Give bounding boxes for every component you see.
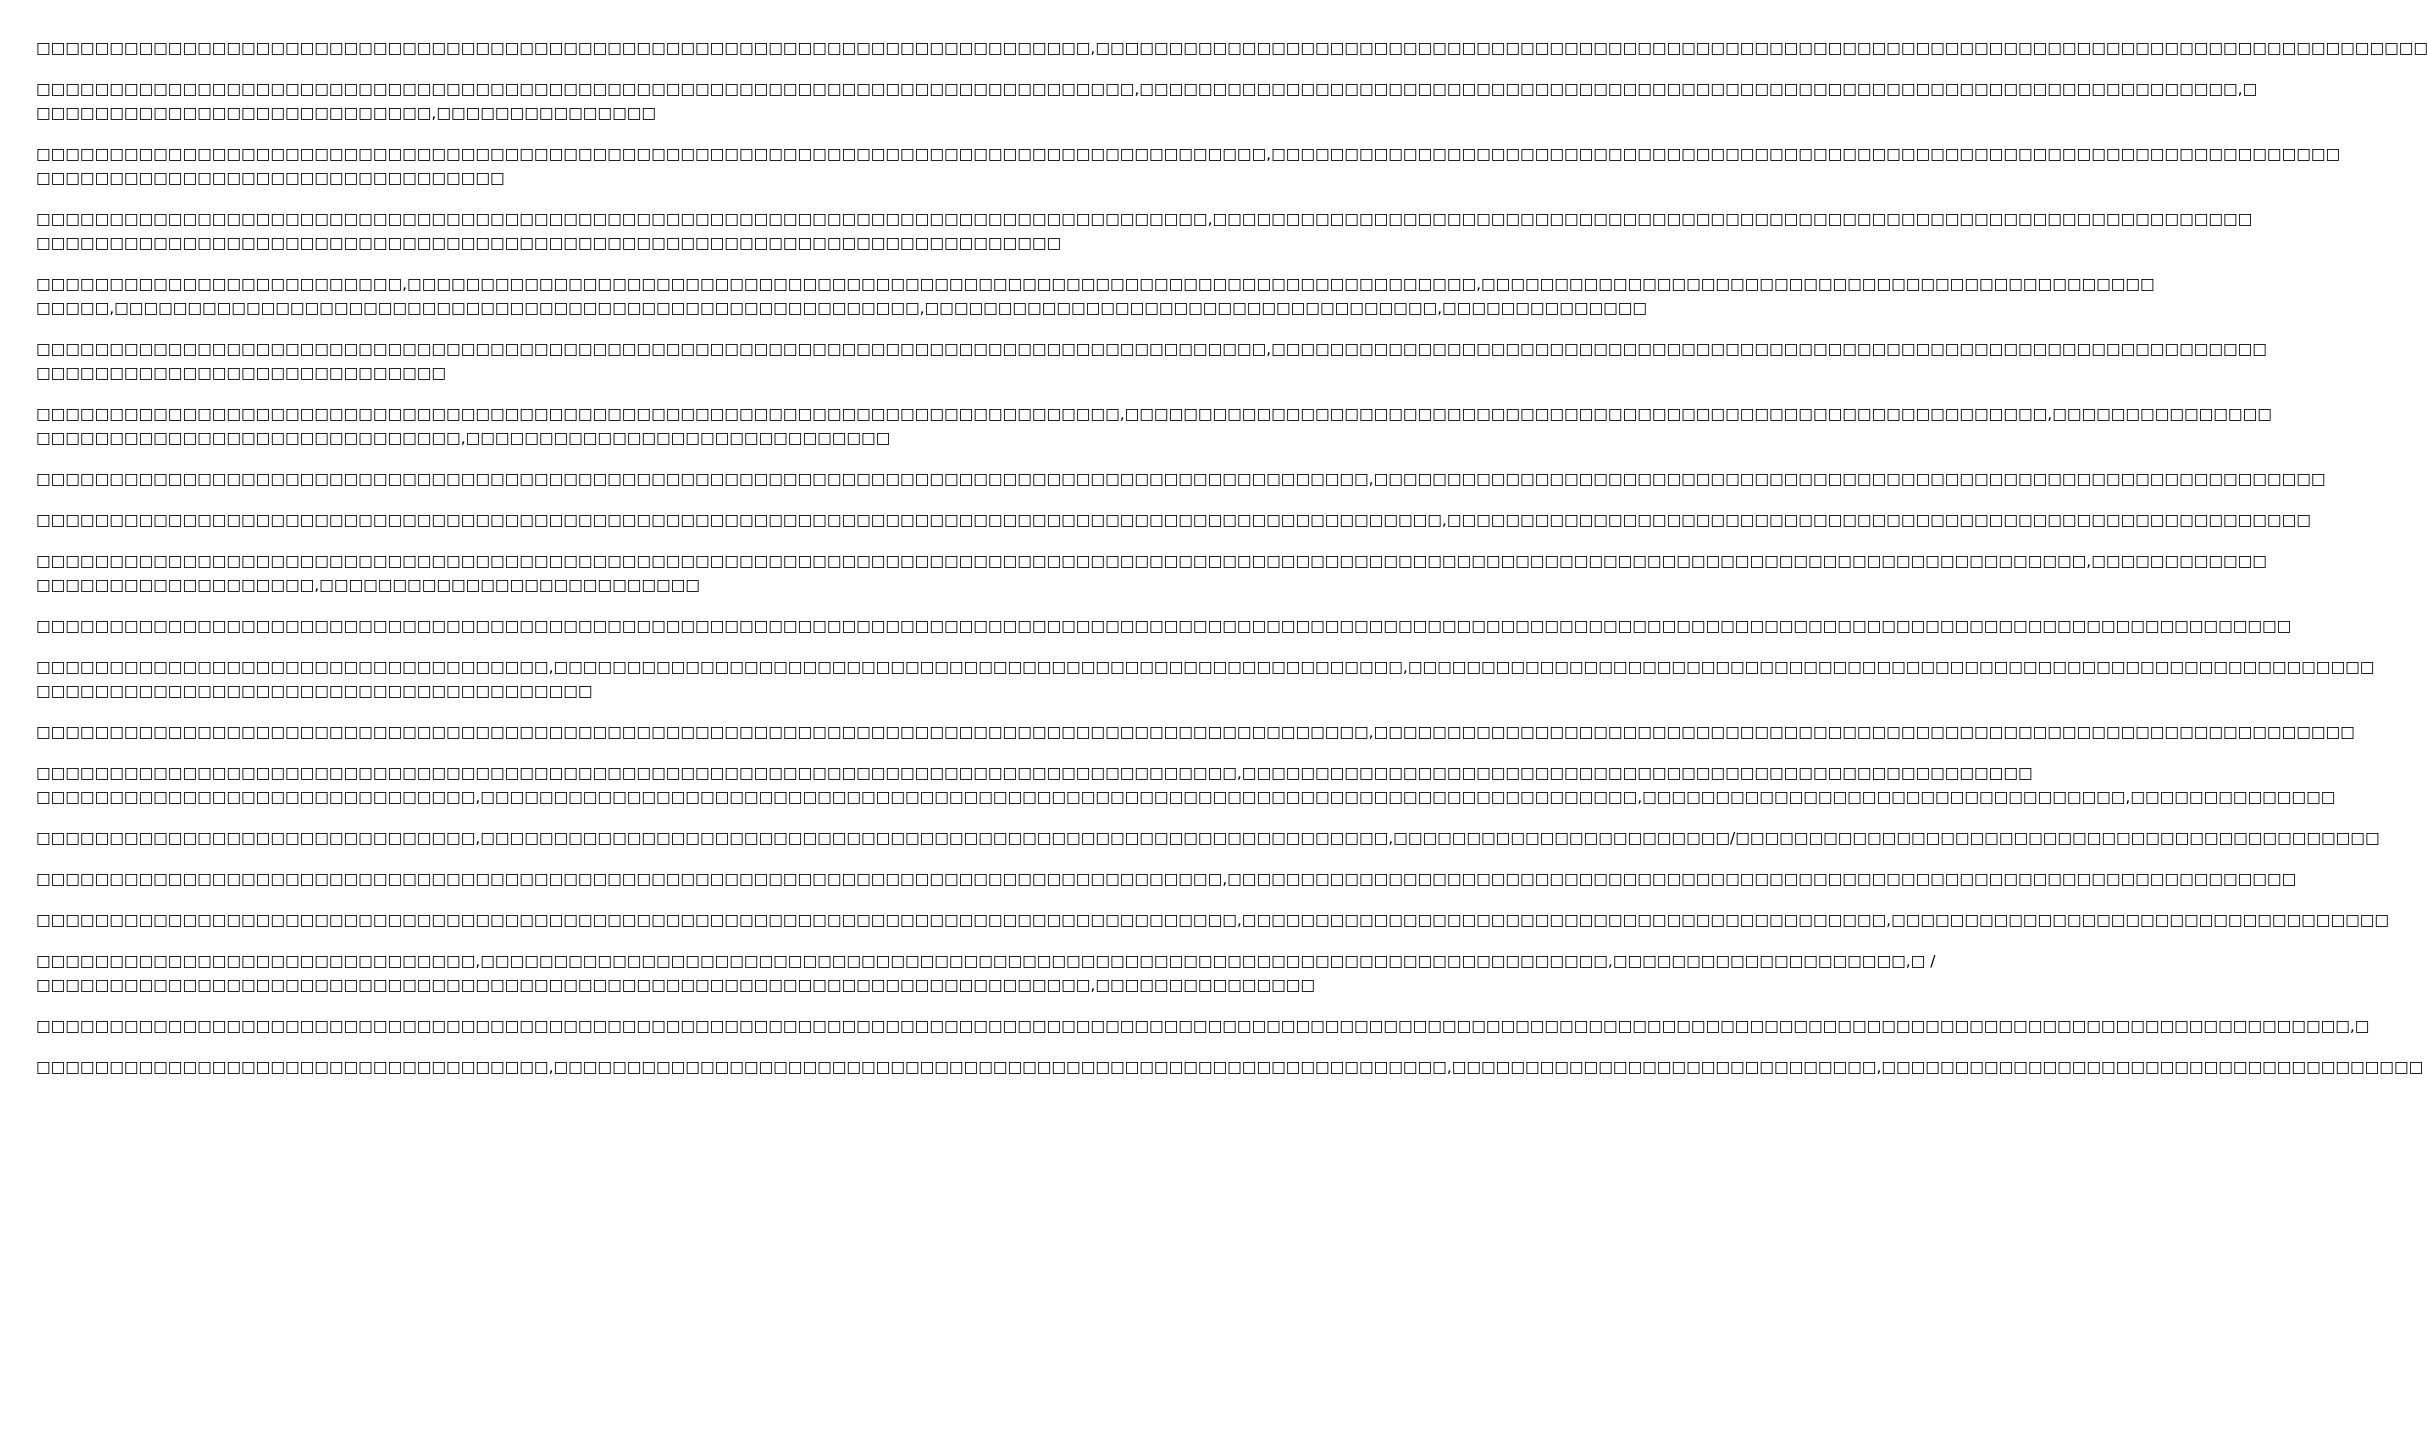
paragraph-18: □□□□□□□□□□□□□□□□□□□□□□□□□□□□□□,□□□□□□□□□□□□□□□□□□□□□□□□□□□□□□□□□□□□□□□□□□□□□□□□□□□□□□□□□□□□□□□□□□□□□□□□□□□□□,□□□□□□□□□□□□□□□□□□□□,□ / □□□□□□□□□□□□□□□□□□□□□□□□□□□□□□□□□□□□□□□□□□□□□□□□□□□□□□□□□□□□□□□□□□□□□□□□,□□□□□□□□□□□□□□□ (36, 952, 1936, 994)
paragraph-13: □□□□□□□□□□□□□□□□□□□□□□□□□□□□□□□□□□□□□□□□□□□□□□□□□□□□□□□□□□□□□□□□□□□□□□□□□□□□□□□□□□□□□□□□□□□,□□□□□□□□□□□□□□□□□□□□□□□□□□□□□□□□□□□□□□□□□□□□□□□□□□□□□□□□□□□□□□□□□□□ (36, 723, 2355, 741)
paragraph-3: □□□□□□□□□□□□□□□□□□□□□□□□□□□□□□□□□□□□□□□□□□□□□□□□□□□□□□□□□□□□□□□□□□□□□□□□□□□□□□□□□□□□,□□□□□□□□□□□□□□□□□□□□□□□□□□□□□□□□□□□□□□□□□□□□□□□□□□□□□□□□□□□□□□□□□□□□□□□□□ □□□□□□□□□□□□□□□□□□□□□□□□□□□□□□□□ (36, 145, 2341, 187)
paragraph-4: □□□□□□□□□□□□□□□□□□□□□□□□□□□□□□□□□□□□□□□□□□□□□□□□□□□□□□□□□□□□□□□□□□□□□□□□□□□□□□□□,□□□□□□□□□□□□□□□□□□□□□□□□□□□□□□□□□□□□□□□□□□□□□□□□□□□□□□□□□□□□□□□□□□□□□□□ □□□□□□□□□□□□□□□□□□□□□□□□□□□□□□□□□□□□□□□□□□□□□□□□□□□□□□□□□□□□□□□□□□□□□□ (36, 210, 2253, 252)
paragraph-10: □□□□□□□□□□□□□□□□□□□□□□□□□□□□□□□□□□□□□□□□□□□□□□□□□□□□□□□□□□□□□□□□□□□□□□□□□□□□□□□□□□□□□□□□□□□□□□□□□□□□□□□□□□□□□□□□□□□□□□□□□□□□□□□□□□□□□□□□□□□□,□□□□□□□□□□□□ □□□□□□□□□□□□□□□□□□□,□□□□□□□□□□□□□□□□□□□□□□□□□□ (36, 552, 2267, 594)
paragraph-2: □□□□□□□□□□□□□□□□□□□□□□□□□□□□□□□□□□□□□□□□□□□□□□□□□□□□□□□□□□□□□□□□□□□□□□□□□□□,□□□□□□□□□□□□□□□□□□□□□□□□□□□□□□□□□□□□□□□□□□□□□□□□□□□□□□□□□□□□□□□□□□□□□□□□□□□,□ □□□□□□□□□□□□□□□□□□□□□□□□□□□,□□□□□□□□□□□□□□□ (36, 80, 2258, 122)
paragraph-19: □□□□□□□□□□□□□□□□□□□□□□□□□□□□□□□□□□□□□□□□□□□□□□□□□□□□□□□□□□□□□□□□□□□□□□□□□□□□□□□□□□□□□□□□□□□□□□□□□□□□□□□□□□□□□□□□□□□□□□□□□□□□□□□□□□□□□□□□□□□□□□□□□□□□□□□□□□□□□□,□ (36, 1017, 2370, 1035)
paragraph-12: □□□□□□□□□□□□□□□□□□□□□□□□□□□□□□□□□□□,□□□□□□□□□□□□□□□□□□□□□□□□□□□□□□□□□□□□□□□□□□□□□□□□□□□□□□□□□□,□□□□□□□□□□□□□□□□□□□□□□□□□□□□□□□□□□□□□□□□□□□□□□□□□□□□□□□□□□□□□□□□□□ □□□□□□□□□□□□□□□□□□□□□□□□□□□□□□□□□□□□□□ (36, 658, 2375, 700)
paragraph-11: □□□□□□□□□□□□□□□□□□□□□□□□□□□□□□□□□□□□□□□□□□□□□□□□□□□□□□□□□□□□□□□□□□□□□□□□□□□□□□□□□□□□□□□□□□□□□□□□□□□□□□□□□□□□□□□□□□□□□□□□□□□□□□□□□□□□□□□□□□□□□□□□□□□□□□□□□□ (36, 617, 2292, 635)
paragraph-9: □□□□□□□□□□□□□□□□□□□□□□□□□□□□□□□□□□□□□□□□□□□□□□□□□□□□□□□□□□□□□□□□□□□□□□□□□□□□□□□□□□□□□□□□□□□□□□□□,□□□□□□□□□□□□□□□□□□□□□□□□□□□□□□□□□□□□□□□□□□□□□□□□□□□□□□□□□□□ (36, 511, 2311, 529)
paragraph-16: □□□□□□□□□□□□□□□□□□□□□□□□□□□□□□□□□□□□□□□□□□□□□□□□□□□□□□□□□□□□□□□□□□□□□□□□□□□□□□□□□,□□□□□□□□□□□□□□□□□□□□□□□□□□□□□□□□□□□□□□□□□□□□□□□□□□□□□□□□□□□□□□□□□□□□□□□□□ (36, 870, 2297, 888)
paragraph-5: □□□□□□□□□□□□□□□□□□□□□□□□□,□□□□□□□□□□□□□□□□□□□□□□□□□□□□□□□□□□□□□□□□□□□□□□□□□□□□□□□□□□□□□□□□□□□□□□□□□,□□□□□□□□□□□□□□□□□□□□□□□□□□□□□□□□□□□□□□□□□□□□□□ □□□□□,□□□□□□□□□□□□□□□□□□□□□□□□□□□□□□□□□□□□□□□□□□□□□□□□□□□□□□□,□□□□□□□□□□□□□□□□□□□□□□□□□□□□□□□□□□□,□□□□□□□□□□□□□□ (36, 275, 2155, 317)
document-page (36, 36, 2428, 1079)
paragraph-17: □□□□□□□□□□□□□□□□□□□□□□□□□□□□□□□□□□□□□□□□□□□□□□□□□□□□□□□□□□□□□□□□□□□□□□□□□□□□□□□□□□,□□□□□□□□□□□□□□□□□□□□□□□□□□□□□□□□□□□□□□□□□□□□,□□□□□□□□□□□□□□□□□□□□□□□□□□□□□□□□□□ (36, 911, 2390, 929)
paragraph-7: □□□□□□□□□□□□□□□□□□□□□□□□□□□□□□□□□□□□□□□□□□□□□□□□□□□□□□□□□□□□□□□□□□□□□□□□□□,□□□□□□□□□□□□□□□□□□□□□□□□□□□□□□□□□□□□□□□□□□□□□□□□□□□□□□□□□□□□□□□,□□□□□□□□□□□□□□□ □□□□□□□□□□□□□□□□□□□□□□□□□□□□□,□□□□□□□□□□□□□□□□□□□□□□□□□□□□□ (36, 405, 2272, 447)
paragraph-8: □□□□□□□□□□□□□□□□□□□□□□□□□□□□□□□□□□□□□□□□□□□□□□□□□□□□□□□□□□□□□□□□□□□□□□□□□□□□□□□□□□□□□□□□□□□,□□□□□□□□□□□□□□□□□□□□□□□□□□□□□□□□□□□□□□□□□□□□□□□□□□□□□□□□□□□□□□□□□ (36, 470, 2326, 488)
paragraph-15: □□□□□□□□□□□□□□□□□□□□□□□□□□□□□□,□□□□□□□□□□□□□□□□□□□□□□□□□□□□□□□□□□□□□□□□□□□□□□□□□□□□□□□□□□□□□□,□□□□□□□□□□□□□□□□□□□□□□□/□□□□□□□□□□□□□□□□□□□□□□□□□□□□□□□□□□□□□□□□□□□□ (36, 829, 2380, 847)
paragraph-14: □□□□□□□□□□□□□□□□□□□□□□□□□□□□□□□□□□□□□□□□□□□□□□□□□□□□□□□□□□□□□□□□□□□□□□□□□□□□□□□□□□,□□□□□□□□□□□□□□□□□□□□□□□□□□□□□□□□□□□□□□□□□□□□□□□□□□□□□□ □□□□□□□□□□□□□□□□□□□□□□□□□□□□□□,□□□□□□□□□□□□□□□□□□□□□□□□□□□□□□□□□□□□□□□□□□□□□□□□□□□□□□□□□□□□□□□□□□□□□□□□□□□□□□□,□□□□□□□□□□□□□□□□□□□□□□□□□□□□□□□□□,□□□□□□□□□□□□□□ (36, 764, 2336, 806)
paragraph-1: □□□□□□□□□□□□□□□□□□□□□□□□□□□□□□□□□□□□□□□□□□□□□□□□□□□□□□□□□□□□□□□□□□□□□□□□,□□□□□□□□□□□□□□□□□□□□□□□□□□□□□□□□□□□□□□□□□□□□□□□□□□□□□□□□□□□□□□□□□□□□□□□□□□□□□□□□□□□□□□□□□□□ (36, 39, 2428, 57)
paragraph-6: □□□□□□□□□□□□□□□□□□□□□□□□□□□□□□□□□□□□□□□□□□□□□□□□□□□□□□□□□□□□□□□□□□□□□□□□□□□□□□□□□□□□,□□□□□□□□□□□□□□□□□□□□□□□□□□□□□□□□□□□□□□□□□□□□□□□□□□□□□□□□□□□□□□□□□□□□ □□□□□□□□□□□□□□□□□□□□□□□□□□□□ (36, 340, 2267, 382)
paragraph-20: □□□□□□□□□□□□□□□□□□□□□□□□□□□□□□□□□□□,□□□□□□□□□□□□□□□□□□□□□□□□□□□□□□□□□□□□□□□□□□□□□□□□□□□□□□□□□□□□□,□□□□□□□□□□□□□□□□□□□□□□□□□□□□□,□□□□□□□□□□□□□□□□□□□□□□□□□□□□□□□□□□□□□ (36, 1058, 2424, 1076)
